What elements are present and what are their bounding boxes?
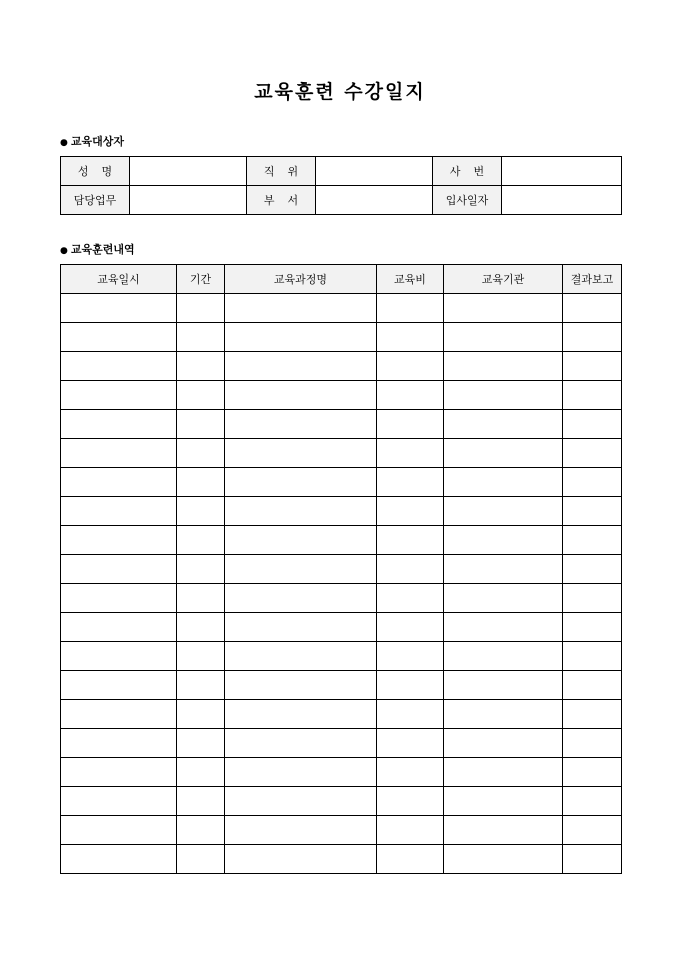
table-row — [61, 729, 622, 758]
table-row — [61, 323, 622, 352]
table-row — [61, 584, 622, 613]
table-row — [61, 439, 622, 468]
duration-cell[interactable] — [177, 468, 225, 497]
date-cell[interactable] — [61, 352, 177, 381]
duration-cell[interactable] — [177, 439, 225, 468]
course-name-cell[interactable] — [225, 584, 377, 613]
course-name-cell[interactable] — [225, 642, 377, 671]
course-name-cell[interactable] — [225, 671, 377, 700]
result-report-cell[interactable] — [563, 613, 622, 642]
date-cell[interactable] — [61, 584, 177, 613]
table-row — [61, 613, 622, 642]
date-cell[interactable] — [61, 816, 177, 845]
fee-cell[interactable] — [377, 294, 444, 323]
table-row — [61, 787, 622, 816]
institution-cell[interactable] — [444, 613, 563, 642]
trainee-section-heading-text: 교육대상자 — [70, 135, 124, 148]
course-name-cell[interactable] — [225, 787, 377, 816]
fee-cell[interactable] — [377, 410, 444, 439]
institution-cell[interactable] — [444, 526, 563, 555]
column-header-course-name: 교육과정명 — [225, 265, 377, 294]
column-header-duration: 기간 — [177, 265, 225, 294]
result-report-cell[interactable] — [563, 352, 622, 381]
fee-cell[interactable] — [377, 787, 444, 816]
table-header-row — [61, 265, 622, 294]
course-name-cell[interactable] — [225, 468, 377, 497]
table-row — [61, 555, 622, 584]
institution-cell[interactable] — [444, 584, 563, 613]
duration-cell[interactable] — [177, 526, 225, 555]
institution-cell[interactable] — [444, 352, 563, 381]
position-label: 직위 — [247, 157, 316, 186]
trainee-info-row — [61, 157, 622, 186]
column-header-date: 교육일시 — [61, 265, 177, 294]
fee-cell[interactable] — [377, 613, 444, 642]
fee-cell[interactable] — [377, 497, 444, 526]
fee-cell[interactable] — [377, 323, 444, 352]
course-name-cell[interactable] — [225, 294, 377, 323]
history-section-heading — [60, 243, 135, 258]
result-report-cell[interactable] — [563, 845, 622, 874]
name-field[interactable] — [130, 157, 247, 186]
duration-cell[interactable] — [177, 700, 225, 729]
duration-cell[interactable] — [177, 294, 225, 323]
date-cell[interactable] — [61, 845, 177, 874]
history-section-heading-text: 교육훈련내역 — [70, 243, 135, 256]
date-cell[interactable] — [61, 294, 177, 323]
duration-cell[interactable] — [177, 758, 225, 787]
position-field[interactable] — [316, 157, 433, 186]
course-name-cell[interactable] — [225, 352, 377, 381]
institution-cell[interactable] — [444, 439, 563, 468]
table-row — [61, 671, 622, 700]
result-report-cell[interactable] — [563, 671, 622, 700]
institution-cell[interactable] — [444, 410, 563, 439]
duration-cell[interactable] — [177, 410, 225, 439]
table-row — [61, 845, 622, 874]
duration-cell[interactable] — [177, 323, 225, 352]
result-report-cell[interactable] — [563, 758, 622, 787]
fee-cell[interactable] — [377, 439, 444, 468]
date-cell[interactable] — [61, 323, 177, 352]
institution-cell[interactable] — [444, 758, 563, 787]
result-report-cell[interactable] — [563, 526, 622, 555]
date-cell[interactable] — [61, 758, 177, 787]
training-history-table — [60, 264, 622, 874]
institution-cell[interactable] — [444, 294, 563, 323]
fee-cell[interactable] — [377, 671, 444, 700]
column-header-result-report: 결과보고 — [563, 265, 622, 294]
course-name-cell[interactable] — [225, 526, 377, 555]
date-cell[interactable] — [61, 439, 177, 468]
fee-cell[interactable] — [377, 584, 444, 613]
institution-cell[interactable] — [444, 323, 563, 352]
table-row — [61, 758, 622, 787]
table-row — [61, 410, 622, 439]
employee-number-label: 사번 — [433, 157, 502, 186]
result-report-cell[interactable] — [563, 410, 622, 439]
duration-cell[interactable] — [177, 845, 225, 874]
fee-cell[interactable] — [377, 468, 444, 497]
duration-cell[interactable] — [177, 555, 225, 584]
trainee-info-table — [60, 156, 622, 215]
duration-cell[interactable] — [177, 671, 225, 700]
date-cell[interactable] — [61, 787, 177, 816]
date-cell[interactable] — [61, 729, 177, 758]
date-cell[interactable] — [61, 497, 177, 526]
result-report-cell[interactable] — [563, 497, 622, 526]
result-report-cell[interactable] — [563, 816, 622, 845]
date-cell[interactable] — [61, 468, 177, 497]
result-report-cell[interactable] — [563, 729, 622, 758]
date-cell[interactable] — [61, 613, 177, 642]
duration-cell[interactable] — [177, 787, 225, 816]
result-report-cell[interactable] — [563, 700, 622, 729]
bullet-icon: ● — [60, 246, 68, 256]
institution-cell[interactable] — [444, 816, 563, 845]
column-header-institution: 교육기관 — [444, 265, 563, 294]
institution-cell[interactable] — [444, 671, 563, 700]
date-cell[interactable] — [61, 700, 177, 729]
hire-date-label: 입사일자 — [433, 186, 502, 215]
institution-cell[interactable] — [444, 700, 563, 729]
duration-cell[interactable] — [177, 816, 225, 845]
fee-cell[interactable] — [377, 352, 444, 381]
institution-cell[interactable] — [444, 381, 563, 410]
course-name-cell[interactable] — [225, 323, 377, 352]
table-row — [61, 526, 622, 555]
duration-cell[interactable] — [177, 642, 225, 671]
fee-cell[interactable] — [377, 729, 444, 758]
course-name-cell[interactable] — [225, 758, 377, 787]
trainee-info-row — [61, 186, 622, 215]
institution-cell[interactable] — [444, 468, 563, 497]
date-cell[interactable] — [61, 410, 177, 439]
duration-cell[interactable] — [177, 497, 225, 526]
duration-cell[interactable] — [177, 584, 225, 613]
course-name-cell[interactable] — [225, 439, 377, 468]
result-report-cell[interactable] — [563, 323, 622, 352]
duration-cell[interactable] — [177, 352, 225, 381]
table-row — [61, 294, 622, 323]
table-row — [61, 497, 622, 526]
date-cell[interactable] — [61, 555, 177, 584]
result-report-cell[interactable] — [563, 787, 622, 816]
table-row — [61, 700, 622, 729]
result-report-cell[interactable] — [563, 294, 622, 323]
date-cell[interactable] — [61, 381, 177, 410]
trainee-section-heading — [60, 135, 124, 150]
fee-cell[interactable] — [377, 845, 444, 874]
table-row — [61, 352, 622, 381]
name-label: 성명 — [61, 157, 130, 186]
duration-cell[interactable] — [177, 381, 225, 410]
fee-cell[interactable] — [377, 555, 444, 584]
institution-cell[interactable] — [444, 497, 563, 526]
training-history-body — [61, 294, 622, 874]
date-cell[interactable] — [61, 642, 177, 671]
page-title: 교육훈련 수강일지 — [254, 81, 426, 103]
result-report-cell[interactable] — [563, 584, 622, 613]
result-report-cell[interactable] — [563, 555, 622, 584]
result-report-cell[interactable] — [563, 439, 622, 468]
course-name-cell[interactable] — [225, 497, 377, 526]
course-name-cell[interactable] — [225, 613, 377, 642]
course-name-cell[interactable] — [225, 555, 377, 584]
fee-cell[interactable] — [377, 758, 444, 787]
course-name-cell[interactable] — [225, 816, 377, 845]
course-name-cell[interactable] — [225, 729, 377, 758]
duty-label: 담당업무 — [61, 186, 130, 215]
table-row — [61, 381, 622, 410]
duty-field[interactable] — [130, 186, 247, 215]
hire-date-field[interactable] — [502, 186, 622, 215]
bullet-icon: ● — [60, 138, 68, 148]
institution-cell[interactable] — [444, 555, 563, 584]
institution-cell[interactable] — [444, 787, 563, 816]
column-header-fee: 교육비 — [377, 265, 444, 294]
result-report-cell[interactable] — [563, 642, 622, 671]
course-name-cell[interactable] — [225, 700, 377, 729]
fee-cell[interactable] — [377, 700, 444, 729]
department-field[interactable] — [316, 186, 433, 215]
duration-cell[interactable] — [177, 729, 225, 758]
table-row — [61, 642, 622, 671]
table-row — [61, 468, 622, 497]
institution-cell[interactable] — [444, 729, 563, 758]
institution-cell[interactable] — [444, 845, 563, 874]
table-row — [61, 816, 622, 845]
department-label: 부서 — [247, 186, 316, 215]
date-cell[interactable] — [61, 526, 177, 555]
duration-cell[interactable] — [177, 613, 225, 642]
employee-number-field[interactable] — [502, 157, 622, 186]
result-report-cell[interactable] — [563, 468, 622, 497]
course-name-cell[interactable] — [225, 410, 377, 439]
date-cell[interactable] — [61, 671, 177, 700]
result-report-cell[interactable] — [563, 381, 622, 410]
fee-cell[interactable] — [377, 642, 444, 671]
course-name-cell[interactable] — [225, 381, 377, 410]
institution-cell[interactable] — [444, 642, 563, 671]
fee-cell[interactable] — [377, 381, 444, 410]
fee-cell[interactable] — [377, 526, 444, 555]
course-name-cell[interactable] — [225, 845, 377, 874]
fee-cell[interactable] — [377, 816, 444, 845]
